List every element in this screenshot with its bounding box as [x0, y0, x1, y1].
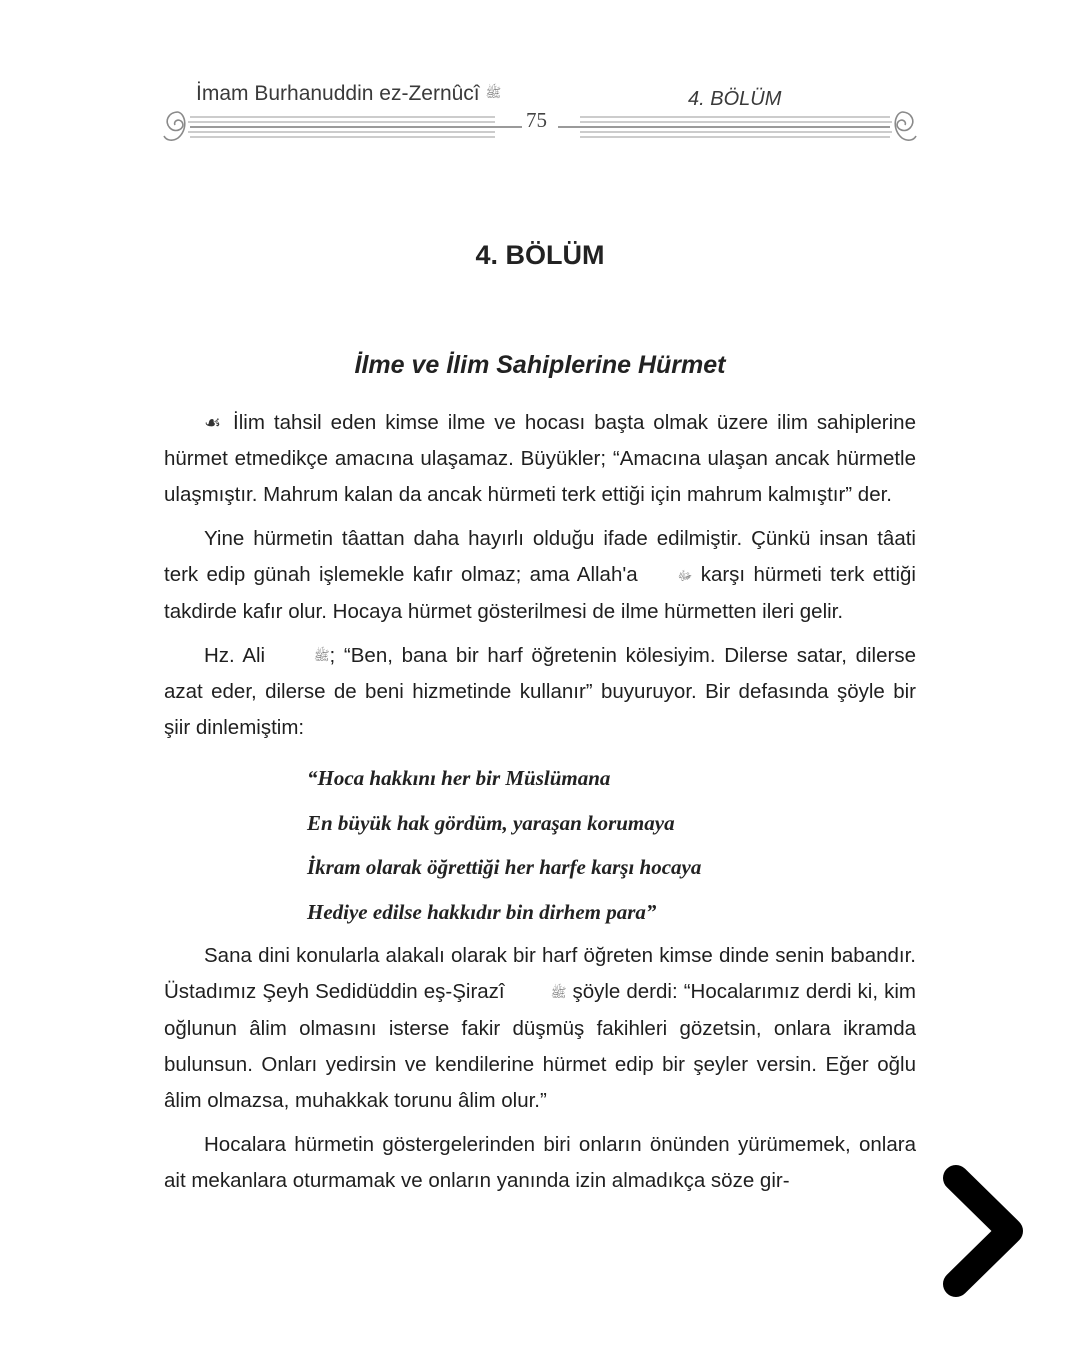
paragraph-2-text-b: karşı hürmeti terk ettiği takdirde kafır olur. Hocaya hürmet gösterilmesi de ilme hürmetten ileri gelir.	[164, 563, 916, 623]
poem-line: Hediye edilse hakkıdır bin dirhem para”	[307, 899, 657, 924]
honorific-glyph: ﷺ	[485, 84, 502, 100]
next-page-button[interactable]	[938, 1160, 1030, 1302]
header-author-text: İmam Burhanuddin ez-Zernûcî	[196, 82, 480, 105]
honorific-glyph: ﷺ	[313, 648, 330, 664]
chevron-right-icon	[938, 1160, 1030, 1302]
header-chapter: 4. BÖLÜM	[688, 88, 782, 110]
paragraph-2	[164, 521, 916, 630]
paragraph-3	[164, 638, 916, 747]
poem-line: İkram olarak öğrettiği her harfe karşı hocaya	[307, 855, 702, 880]
paragraph-1	[164, 405, 916, 513]
paragraph-2-text-a: Yine hürmetin tâattan daha hayırlı olduğu ifade edilmiştir. Çünkü insan tâati terk edip günah işlemekle kafır olmaz; ama Allah'a	[164, 527, 916, 586]
page-number: 75	[526, 108, 547, 132]
section-title: İlme ve İlim Sahiplerine Hürmet	[354, 351, 726, 379]
honorific-glyph: ﷺ	[550, 984, 567, 1000]
poem-line: “Hoca hakkını her bir Müslümana	[307, 766, 611, 791]
paragraph-4-text-a: Sana dini konularla alakalı olarak bir harf öğreten kimse dinde senin babandır. Üstadımız Şeyh Sedidüddin eş-Şirazî	[164, 944, 916, 1004]
chapter-title: 4. BÖLÜM	[475, 240, 605, 270]
poem-line: En büyük hak gördüm, yaraşan korumaya	[307, 810, 675, 835]
paragraph-ornament-icon: ☙	[204, 412, 222, 434]
paragraph-3-text-a: Hz. Ali	[204, 643, 266, 667]
honorific-glyph: ﷻ	[677, 567, 693, 583]
paragraph-5: Hocalara hürmetin göstergelerinden biri onların önünden yürümemek, onlara ait mekanlara oturmamak ve onların yanında izin almadıkça söze gir-	[164, 1132, 916, 1192]
paragraph-4-text-b: şöyle derdi: “Hocalarımız derdi ki, kim oğlunun âlim olmasını isterse fakir düşmüş fakihleri gözetsin, onlara ikramda bulunsun. Onları yedirsin ve kendilerine hürmet edip bir şeyler versin. Eğer oğlu âlim olmazsa, muhakkak torunu âlim olur.”	[164, 980, 916, 1112]
page-header	[160, 78, 920, 158]
paragraph-4	[164, 938, 916, 1119]
paragraph-1-text: İlim tahsil eden kimse ilme ve hocası başta olmak üzere ilim sahiplerine hürmet etmedikçe amacına ulaşamaz. Büyükler; “Amacına ulaşan ancak hürmetle ulaşmıştır. Mahrum kalan da ancak hürmeti terk ettiği için mahrum kalmıştır” der.	[164, 411, 916, 506]
poem	[307, 756, 916, 934]
paragraph-3-text-b: ; “Ben, bana bir harf öğretenin kölesiyim. Dilerse satar, dilerse azat eder, dilerse de beni hizmetinde kullanır” buyuruyor. Bir defasında şöyle bir şiir dinlemiştim:	[164, 643, 916, 740]
page-body	[164, 405, 916, 1207]
